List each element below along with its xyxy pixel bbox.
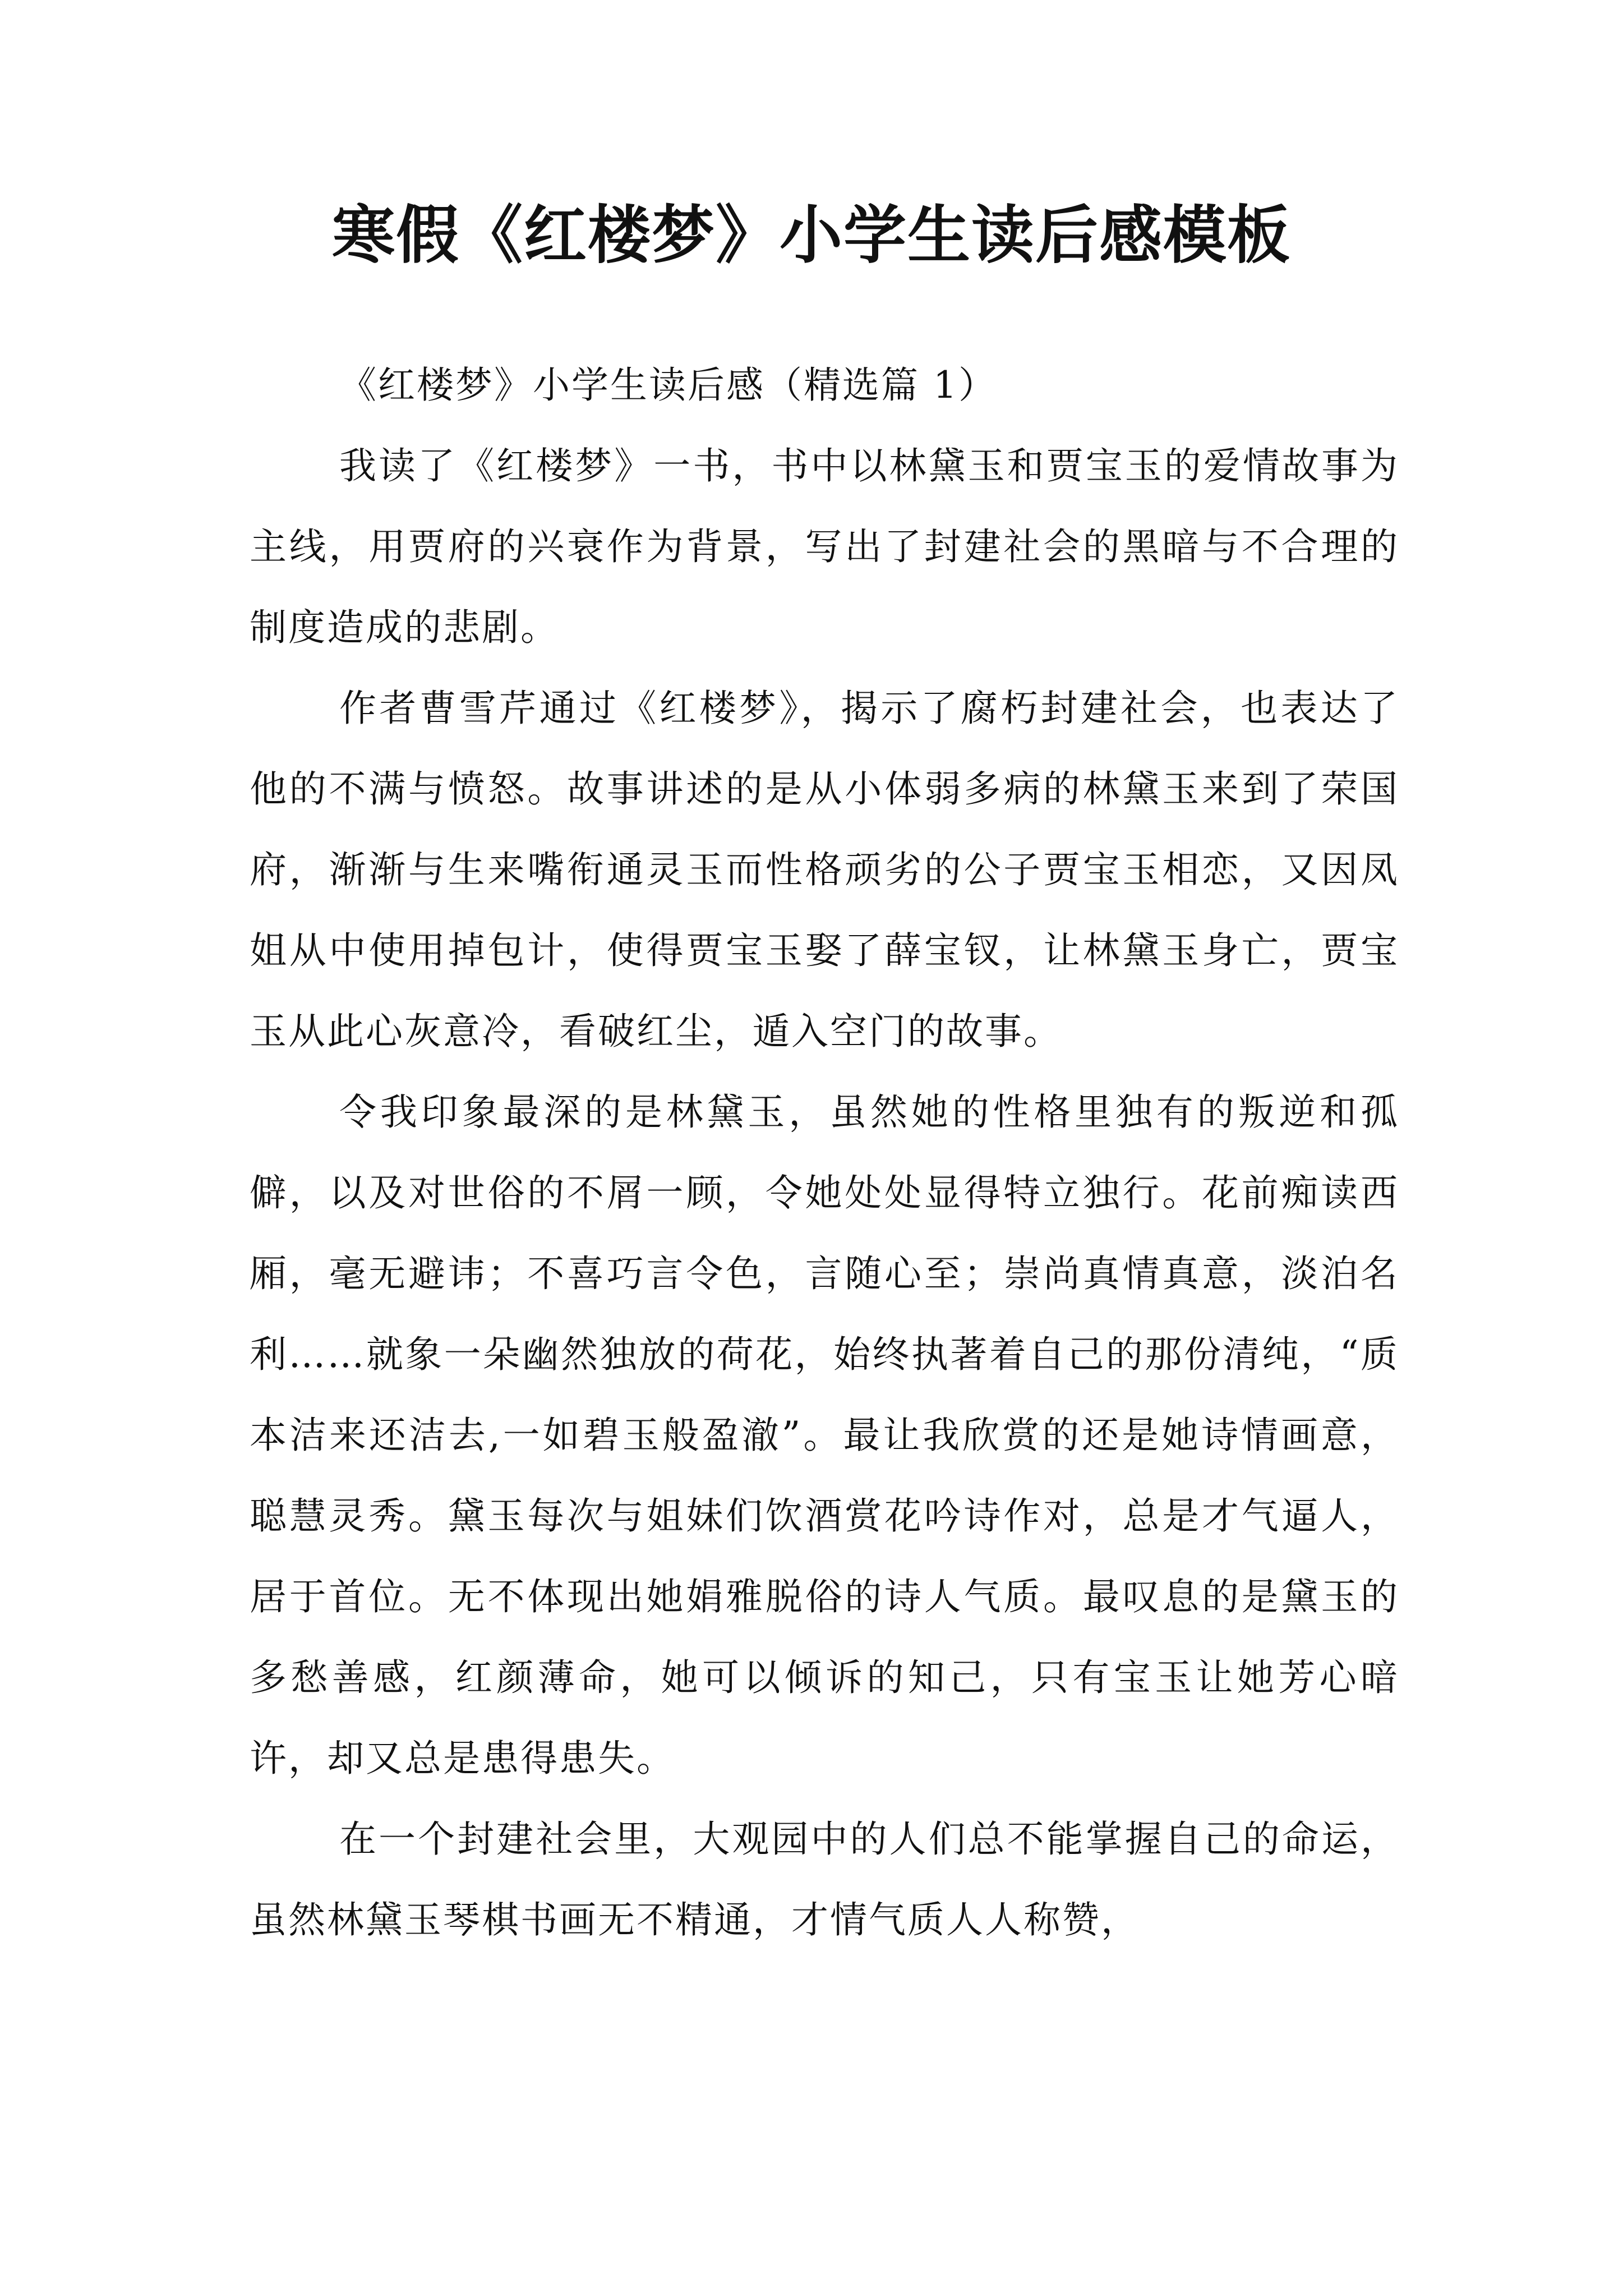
document-body <box>250 345 1399 1961</box>
paragraph-4: 在一个封建社会里，大观园中的人们总不能掌握自己的命运，虽然林黛玉琴棋书画无不精通，才情气质人人称赞， <box>250 1818 1399 1941</box>
paragraph-2: 作者曹雪芹通过《红楼梦》，揭示了腐朽封建社会，也表达了他的不满与愤怒。故事讲述的是从小体弱多病的林黛玉来到了荣国府，渐渐与生来嘴衔通灵玉而性格顽劣的公子贾宝玉相恋，又因凤姐从中使用掉包计，使得贾宝玉娶了薛宝钗，让林黛玉身亡，贾宝玉从此心灰意冷，看破红尘，遁入空门的故事。 <box>250 687 1399 1053</box>
paragraph-1: 我读了《红楼梦》一书，书中以林黛玉和贾宝玉的爱情故事为主线，用贾府的兴衰作为背景，写出了封建社会的黑暗与不合理的制度造成的悲剧。 <box>250 444 1399 649</box>
section-heading: 《红楼梦》小学生读后感（精选篇 1） <box>339 364 997 407</box>
paragraph-3: 令我印象最深的是林黛玉，虽然她的性格里独有的叛逆和孤僻，以及对世俗的不屑一顾，令她处处显得特立独行。花前痴读西厢，毫无避讳；不喜巧言令色，言随心至；崇尚真情真意，淡泊名利……就象一朵幽然独放的荷花，始终执著着自己的那份清纯，“质本洁来还洁去,一如碧玉般盈澈”。最让我欣赏的还是她诗情画意，聪慧灵秀。黛玉每次与姐妹们饮酒赏花吟诗作对，总是才气逼人，居于首位。无不体现出她娟雅脱俗的诗人气质。最叹息的是黛玉的多愁善感，红颜薄命，她可以倾诉的知己，只有宝玉让她芳心暗许，却又总是患得患失。 <box>250 1091 1399 1780</box>
document-title: 寒假《红楼梦》小学生读后感模板 <box>332 199 1291 272</box>
